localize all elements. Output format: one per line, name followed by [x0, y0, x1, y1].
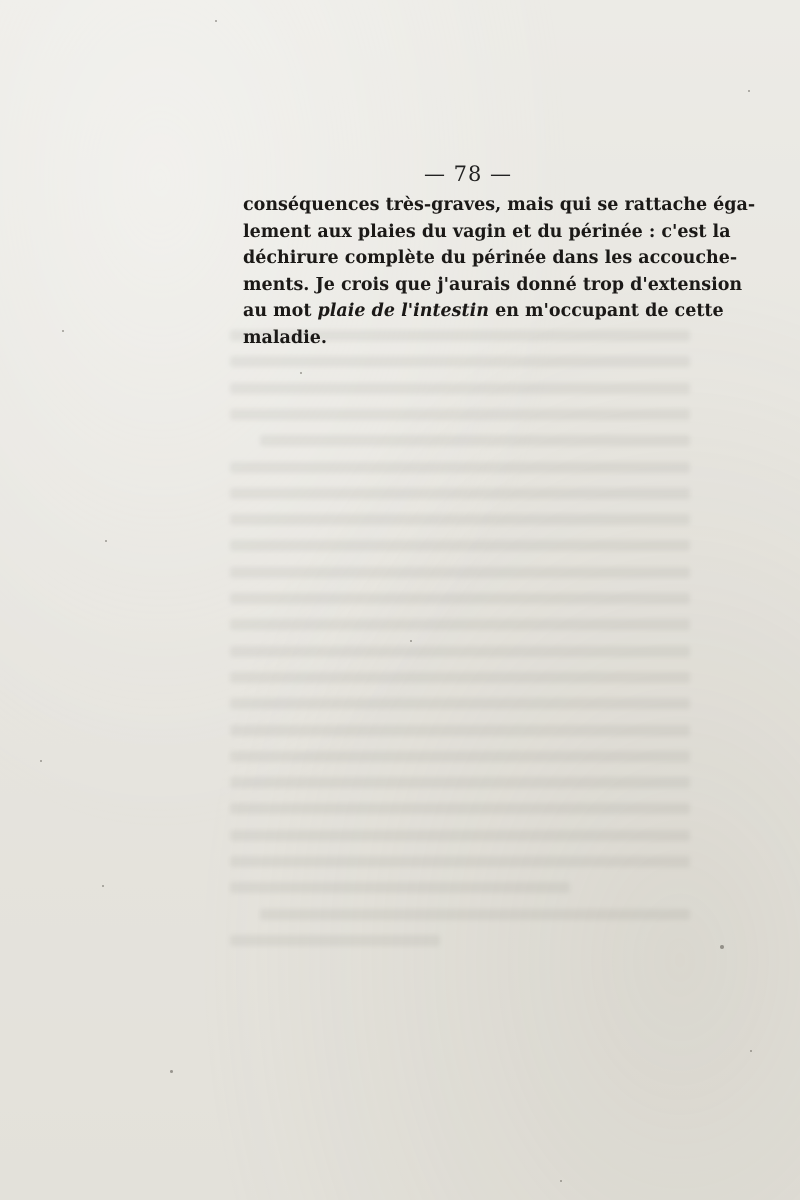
- paragraph-line: ments. Je crois que j'aurais donné trop d'extension: [243, 274, 743, 295]
- ghost-line: [230, 593, 690, 604]
- paragraph-line: [243, 298, 724, 325]
- ghost-line: [230, 672, 690, 683]
- paper-speck: [750, 1050, 752, 1052]
- ghost-line: [230, 856, 690, 867]
- ghost-line: [230, 488, 690, 499]
- paper-speck: [720, 945, 724, 949]
- italic-term: plaie de l'intestin: [317, 301, 489, 321]
- ghost-line: [230, 803, 690, 814]
- ghost-line: [230, 514, 690, 525]
- ghost-line: [230, 462, 690, 473]
- paragraph-line: maladie.: [243, 327, 327, 348]
- paper-speck: [40, 760, 42, 762]
- paragraph-line: conséquences très-graves, mais qui se rattache éga-: [243, 195, 756, 215]
- line-text: en m'occupant de cette: [489, 301, 724, 321]
- ghost-line: [230, 646, 690, 657]
- ghost-line: [230, 935, 440, 946]
- page-number: — 78 —: [423, 162, 513, 186]
- paper-speck: [410, 640, 412, 642]
- paper-speck: [748, 90, 750, 92]
- ghost-line: [230, 751, 690, 762]
- paragraph-line: déchirure complète du périnée dans les accouche-: [243, 248, 738, 268]
- ghost-line: [230, 725, 690, 736]
- ghost-line: [230, 540, 690, 551]
- paper-speck: [300, 372, 302, 374]
- ghost-line: [230, 698, 690, 709]
- paper-speck: [560, 1180, 562, 1182]
- ghost-line: [230, 777, 690, 788]
- paper-speck: [62, 330, 64, 332]
- ghost-line: [230, 409, 690, 420]
- body-paragraph: [243, 192, 756, 351]
- paper-speck: [105, 540, 107, 542]
- ghost-line: [230, 383, 690, 394]
- paper-speck: [102, 885, 104, 887]
- paper-speck: [170, 1070, 173, 1073]
- ghost-line: [230, 619, 690, 630]
- ghost-line: [230, 567, 690, 578]
- ghost-line: [260, 909, 690, 920]
- paper-speck: [215, 20, 217, 22]
- paragraph-line: lement aux plaies du vagin et du périnée : c'est la: [243, 221, 731, 242]
- ghost-line: [230, 882, 570, 893]
- line-text: au mot: [243, 301, 318, 321]
- ghost-line: [230, 830, 690, 841]
- ghost-line: [230, 356, 690, 367]
- ghost-line: [260, 435, 690, 446]
